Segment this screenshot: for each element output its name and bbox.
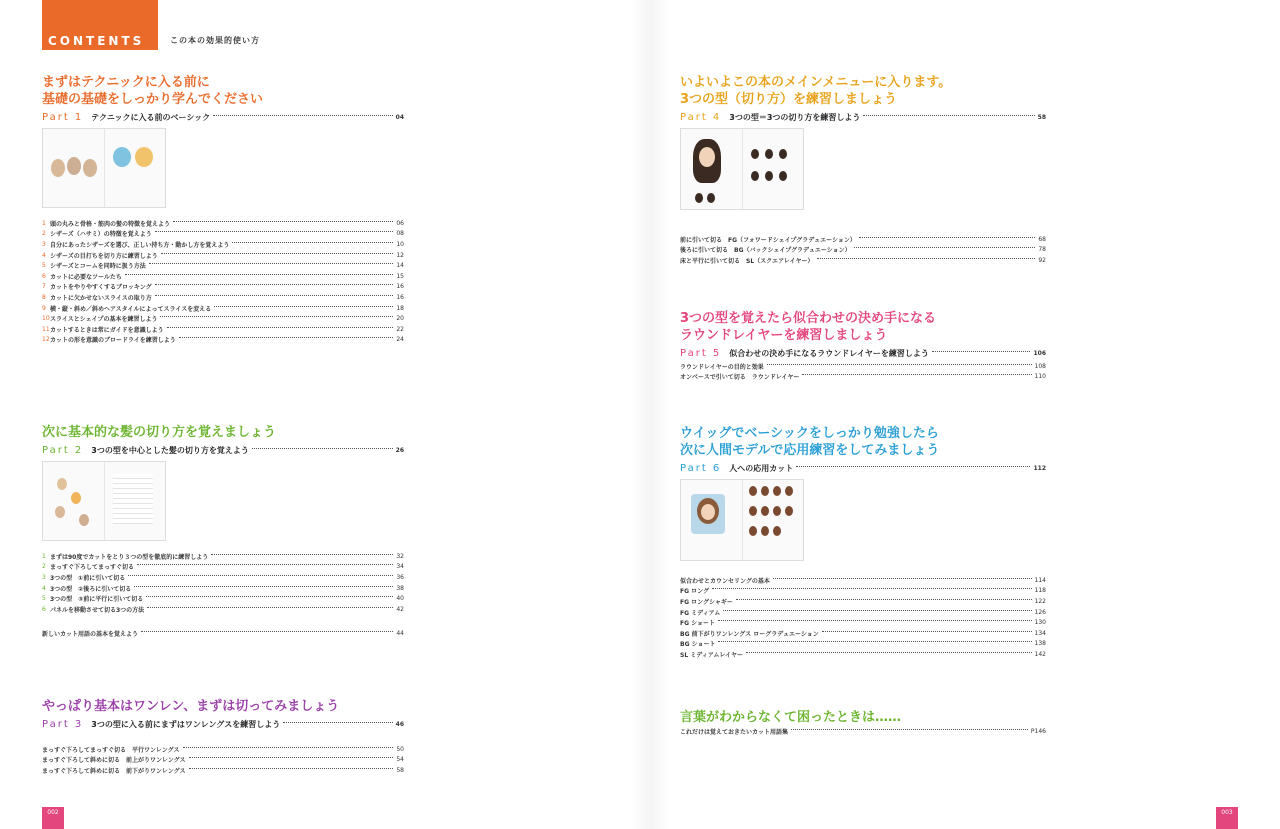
row-title: これだけは覚えておきたいカット用語集	[680, 728, 788, 736]
model-thumb	[749, 506, 757, 516]
part-title: 3つの型＝3つの切り方を練習しよう	[729, 113, 861, 122]
toc-list	[42, 551, 404, 615]
toc-row[interactable]	[680, 361, 1046, 372]
row-title: FG ロングシャギー	[680, 598, 733, 606]
heading-line: 言葉がわからなくて困ったときは……	[680, 710, 902, 725]
thumb-right-page	[743, 480, 804, 560]
row-title: カットをやりやすくするブロッキング	[50, 284, 152, 292]
row-number: 6	[42, 605, 46, 613]
row-number: 10	[42, 315, 50, 323]
row-title: まっすぐ下ろして斜めに切る 前上がりワンレングス	[42, 757, 186, 765]
heading-line: まずはテクニックに入る前に	[42, 75, 210, 90]
wig-thumb	[695, 193, 703, 203]
row-page: 142	[1034, 650, 1046, 658]
row-page: 58	[396, 766, 404, 774]
section-heading	[680, 709, 1046, 726]
heading-line: 次に人間モデルで応用練習をしてみましょう	[680, 443, 940, 458]
model-thumb	[773, 506, 781, 516]
dot-leader	[183, 747, 394, 748]
toc-row[interactable]	[680, 255, 1046, 266]
wig-thumb	[779, 149, 787, 159]
row-page: 122	[1034, 597, 1046, 605]
row-title: FG ロング	[680, 588, 709, 596]
row-page: 78	[1038, 246, 1046, 254]
part-line[interactable]	[680, 348, 1046, 359]
row-number: 3	[42, 573, 46, 581]
dot-leader	[854, 247, 1036, 248]
page-number-badge: 002	[42, 807, 64, 829]
dot-leader	[232, 242, 393, 243]
row-title: 前に引いて切る FG（フォワードシェイプグラデュエーション）	[680, 236, 856, 244]
toc-list	[42, 744, 404, 776]
row-number: 1	[42, 219, 46, 227]
thumb-left-page	[43, 462, 105, 540]
section-heading	[42, 698, 404, 715]
model-thumb	[761, 506, 769, 516]
row-page: 10	[396, 240, 404, 248]
row-number: 2	[42, 230, 46, 238]
row-page: 36	[396, 573, 404, 581]
model-thumb	[761, 526, 769, 536]
row-number: 12	[42, 336, 50, 344]
row-number: 4	[42, 251, 46, 259]
dot-leader	[773, 578, 1032, 579]
row-title: オンベースで引いて切る ラウンドレイヤー	[680, 374, 800, 382]
diagram-image	[55, 506, 65, 518]
row-page: 110	[1034, 373, 1046, 381]
row-page: 54	[396, 756, 404, 764]
toc-row[interactable]	[680, 596, 1046, 607]
toc-row[interactable]	[680, 586, 1046, 597]
part-number: Part 4	[680, 112, 722, 123]
row-title: シザーズとコームを同時に扱う方法	[50, 263, 146, 271]
toc-row[interactable]	[42, 324, 404, 335]
section-part6	[680, 425, 1046, 660]
row-page: 06	[396, 219, 404, 227]
toc-row[interactable]	[42, 744, 404, 755]
row-page: 22	[396, 325, 404, 333]
row-page: 08	[396, 230, 404, 238]
part-title: 3つの型に入る前にまずはワンレングスを練習しよう	[91, 720, 281, 729]
part-title: 人への応用カット	[729, 464, 794, 473]
row-title: 床と平行に引いて切る SL（スクエアレイヤー）	[680, 257, 814, 265]
page-number: 112	[1033, 465, 1046, 472]
row-title: SL ミディアムレイヤー	[680, 651, 744, 659]
heading-line: いよいよこの本のメインメニューに入ります。	[680, 75, 952, 90]
dot-leader	[723, 610, 1031, 611]
row-title: BG ショート	[680, 641, 716, 649]
dot-leader	[822, 631, 1032, 632]
model-thumb	[785, 506, 793, 516]
dot-leader	[746, 652, 1032, 653]
dot-leader	[179, 337, 394, 338]
dot-leader	[147, 607, 393, 608]
toc-row[interactable]	[680, 649, 1046, 660]
toc-row[interactable]	[680, 234, 1046, 245]
row-title: 3つの型 ①前に引いて切る	[50, 574, 126, 582]
row-number: 6	[42, 272, 46, 280]
dot-leader	[718, 641, 1031, 642]
row-title: 自分にあったシザーズを選び、正しい持ち方・動かし方を覚えよう	[50, 241, 230, 249]
row-page: 130	[1034, 619, 1046, 627]
dot-leader	[859, 237, 1036, 238]
row-page: 68	[1038, 235, 1046, 243]
thumb-left-page	[43, 129, 105, 207]
toc-row[interactable]	[42, 292, 404, 303]
row-page: 16	[396, 293, 404, 301]
toc-row[interactable]	[42, 335, 404, 346]
row-title: 3つの型 ②後ろに引いて切る	[50, 585, 132, 593]
dot-leader	[736, 599, 1032, 600]
row-title: パネルを移動させて切る3つの方法	[50, 606, 145, 614]
page-thumbnail	[42, 128, 166, 208]
heading-line: ウイッグでベーシックをしっかり勉強したら	[680, 426, 939, 441]
toc-row[interactable]	[42, 229, 404, 240]
row-number: 3	[42, 240, 46, 248]
part-number: Part 5	[680, 348, 722, 359]
part-title: 3つの型を中心とした髪の切り方を覚えよう	[91, 446, 249, 455]
model-thumb	[785, 486, 793, 496]
toc-row[interactable]	[42, 282, 404, 293]
toc-list	[42, 218, 404, 345]
dot-leader	[712, 588, 1032, 589]
toc-row[interactable]	[42, 593, 404, 604]
part-title: テクニックに入る前のベーシック	[91, 113, 211, 122]
row-page: 34	[396, 563, 404, 571]
dot-leader	[791, 729, 1028, 730]
spread-gutter	[630, 0, 670, 829]
row-number: 11	[42, 325, 50, 333]
dot-leader	[252, 448, 393, 449]
row-page: 15	[396, 272, 404, 280]
row-page: P146	[1030, 727, 1046, 735]
toc-row[interactable]	[680, 639, 1046, 650]
toc-row[interactable]	[680, 617, 1046, 628]
toc-row[interactable]	[680, 372, 1046, 383]
row-page: 42	[396, 605, 404, 613]
row-title: カットに欠かせないスライスの取り方	[50, 294, 152, 302]
row-number: 1	[42, 552, 46, 560]
row-page: 12	[396, 251, 404, 259]
row-title: 横・縦・斜め／斜めヘアスタイルによってスライスを変える	[50, 305, 212, 313]
model-thumb	[761, 486, 769, 496]
thumb-right-page	[105, 129, 166, 207]
wig-head-image	[51, 159, 65, 177]
wig-thumb	[751, 171, 759, 181]
part-number: Part 6	[680, 463, 722, 474]
toc-row[interactable]	[680, 607, 1046, 618]
part-title: 似合わせの決め手になるラウンドレイヤーを練習しよう	[729, 349, 929, 358]
contents-label: CONTENTS	[48, 34, 145, 48]
row-title: 後ろに引いて切る BG（バックシェイプグラデュエーション）	[680, 247, 851, 255]
row-page: 18	[396, 304, 404, 312]
row-number: 5	[42, 262, 46, 270]
row-page: 44	[396, 630, 404, 638]
row-title: まっすぐ下ろして斜めに切る 前下がりワンレングス	[42, 767, 186, 775]
dot-leader	[283, 722, 392, 723]
model-thumb	[749, 526, 757, 536]
dot-leader	[863, 115, 1034, 116]
diagram-image	[71, 492, 81, 504]
row-title: BG 前下がりワンレングス ローグラデュエーション	[680, 630, 819, 638]
toc-row[interactable]	[680, 726, 1046, 737]
dot-leader	[146, 596, 393, 597]
diagram-image	[57, 478, 67, 490]
toc-row[interactable]	[680, 575, 1046, 586]
dot-leader	[173, 221, 393, 222]
row-number: 5	[42, 595, 46, 603]
page-number-badge: 003	[1216, 807, 1238, 829]
toc-row[interactable]	[42, 250, 404, 261]
heading-line: 次に基本的な髪の切り方を覚えましょう	[42, 425, 277, 440]
toc-row[interactable]	[42, 303, 404, 314]
page-number: 58	[1037, 114, 1046, 121]
heading-line: 基礎の基礎をしっかり学んでください	[42, 92, 264, 107]
toc-row[interactable]	[42, 604, 404, 615]
part-line[interactable]	[42, 112, 404, 123]
row-page: 134	[1034, 629, 1046, 637]
section-heading	[680, 74, 1046, 108]
row-title: 新しいカット用語の基本を覚えよう	[42, 631, 138, 639]
toc-list	[680, 575, 1046, 660]
dot-leader	[213, 115, 392, 116]
part-line[interactable]	[42, 445, 404, 456]
part-line[interactable]	[42, 719, 404, 730]
dot-leader	[125, 274, 394, 275]
wig-head-image	[83, 159, 97, 177]
section-part5	[680, 310, 1046, 382]
page-thumbnail	[680, 128, 804, 210]
dot-leader	[932, 351, 1031, 352]
dot-leader	[189, 757, 394, 758]
dot-leader	[141, 631, 393, 632]
row-title: 3つの型 ③前に平行に引いて切る	[50, 596, 144, 604]
toc-list	[680, 234, 1046, 266]
row-title: まっすぐ下ろしてまっすぐ切る	[50, 564, 135, 572]
toc-row[interactable]	[42, 271, 404, 282]
row-title: FG ショート	[680, 620, 715, 628]
dot-leader	[767, 364, 1032, 365]
part-line[interactable]	[680, 463, 1046, 474]
row-title: 似合わせとカウンセリングの基本	[680, 577, 770, 585]
section-part1	[42, 74, 404, 345]
toc-row[interactable]	[42, 629, 404, 640]
contents-subtitle: この本の効果的使い方	[170, 36, 260, 45]
part-line[interactable]	[680, 112, 1046, 123]
page-number: 04	[395, 114, 404, 121]
dot-leader	[161, 253, 394, 254]
dot-leader	[160, 316, 393, 317]
row-page: 126	[1034, 608, 1046, 616]
heading-line: 3つの型を覚えたら似合わせの決め手になる	[680, 311, 937, 326]
page-thumbnail	[42, 461, 166, 541]
row-title: ラウンドレイヤーの目的と効果	[680, 363, 764, 371]
model-thumb	[773, 526, 781, 536]
row-page: 92	[1038, 256, 1046, 264]
wig-thumb	[779, 171, 787, 181]
part-number: Part 2	[42, 445, 84, 456]
contents-tab	[42, 0, 158, 50]
row-page: 24	[396, 336, 404, 344]
model-face	[701, 504, 715, 520]
toc-list	[680, 361, 1046, 382]
dot-leader	[189, 768, 394, 769]
row-page: 114	[1034, 576, 1046, 584]
head-diagram-image	[113, 147, 131, 167]
row-title: カットの形を意識のブロードライを練習しよう	[50, 337, 176, 345]
row-page: 138	[1034, 640, 1046, 648]
dot-leader	[137, 564, 393, 565]
row-page: 20	[396, 315, 404, 323]
dot-leader	[155, 284, 394, 285]
dot-leader	[214, 306, 393, 307]
row-title: まずは90度でカットをとり３つの型を徹底的に練習しよう	[50, 553, 209, 561]
page-number: 46	[395, 721, 404, 728]
heading-line: ラウンドレイヤーを練習しましょう	[680, 328, 888, 343]
thumb-left-page	[681, 480, 743, 560]
row-title: スライスとシェイプの基本を練習しよう	[50, 316, 158, 324]
row-number: 7	[42, 283, 46, 291]
dot-leader	[211, 554, 393, 555]
head-diagram-image	[135, 147, 153, 167]
model-thumb	[749, 486, 757, 496]
section-part3	[42, 698, 404, 776]
section-heading	[680, 310, 1046, 344]
row-page: 16	[396, 283, 404, 291]
dot-leader	[134, 586, 393, 587]
wig-thumb	[707, 193, 715, 203]
diagram-image	[79, 514, 89, 526]
section-heading	[42, 424, 404, 441]
row-number: 8	[42, 293, 46, 301]
row-title: カットに必要なツールたち	[50, 273, 122, 281]
model-thumb	[773, 486, 781, 496]
heading-line: やっぱり基本はワンレン、まずは切ってみましょう	[42, 699, 340, 714]
toc-row[interactable]	[680, 245, 1046, 256]
row-title: 頭の丸みと骨格・筋肉の髪の特徴を覚えよう	[50, 220, 171, 228]
section-heading	[42, 74, 404, 108]
row-page: 40	[396, 595, 404, 603]
toc-row[interactable]	[42, 551, 404, 562]
wig-head-image	[67, 157, 81, 175]
row-page: 38	[396, 584, 404, 592]
text-block-image	[113, 474, 153, 524]
row-title: FG ミディアム	[680, 609, 721, 617]
wig-thumb	[751, 149, 759, 159]
row-page: 50	[396, 745, 404, 753]
dot-leader	[796, 466, 1030, 467]
wig-face	[699, 147, 715, 167]
toc-row[interactable]	[42, 239, 404, 250]
row-page: 32	[396, 552, 404, 560]
toc-row[interactable]	[42, 755, 404, 766]
toc-row[interactable]	[42, 218, 404, 229]
dot-leader	[155, 231, 394, 232]
page-thumbnail	[680, 479, 804, 561]
dot-leader	[149, 263, 394, 264]
dot-leader	[155, 295, 394, 296]
toc-row[interactable]	[42, 583, 404, 594]
page-number: 106	[1033, 350, 1046, 357]
wig-thumb	[765, 171, 773, 181]
section-part2	[42, 424, 404, 639]
part-number: Part 3	[42, 719, 84, 730]
toc-row[interactable]	[680, 628, 1046, 639]
dot-leader	[817, 258, 1036, 259]
section-heading	[680, 425, 1046, 459]
toc-row[interactable]	[42, 313, 404, 324]
dot-leader	[128, 575, 393, 576]
row-page: 108	[1034, 362, 1046, 370]
row-number: 4	[42, 584, 46, 592]
toc-row[interactable]	[42, 765, 404, 776]
row-title: シザーズ（ハサミ）の特徴を覚えよう	[50, 231, 152, 239]
row-number: 2	[42, 563, 46, 571]
page-number: 26	[395, 447, 404, 454]
row-number: 9	[42, 304, 46, 312]
toc-row[interactable]	[42, 562, 404, 573]
thumb-right-page	[743, 129, 804, 209]
section-glossary	[680, 709, 1046, 737]
row-title: カットするときは常にガイドを意識しよう	[50, 326, 164, 334]
dot-leader	[802, 374, 1031, 375]
dot-leader	[167, 327, 394, 328]
thumb-left-page	[681, 129, 743, 209]
heading-line: 3つの型（切り方）を練習しましょう	[680, 92, 898, 107]
part-number: Part 1	[42, 112, 84, 123]
toc-row[interactable]	[42, 260, 404, 271]
row-title: まっすぐ下ろしてまっすぐ切る 平行ワンレングス	[42, 746, 180, 754]
dot-leader	[718, 620, 1032, 621]
wig-thumb	[765, 149, 773, 159]
section-part4	[680, 74, 1046, 266]
toc-row[interactable]	[42, 572, 404, 583]
row-page: 14	[396, 262, 404, 270]
row-title: シザーズの目打ちを切り方に練習しよう	[50, 252, 158, 260]
thumb-right-page	[105, 462, 166, 540]
row-page: 118	[1034, 587, 1046, 595]
